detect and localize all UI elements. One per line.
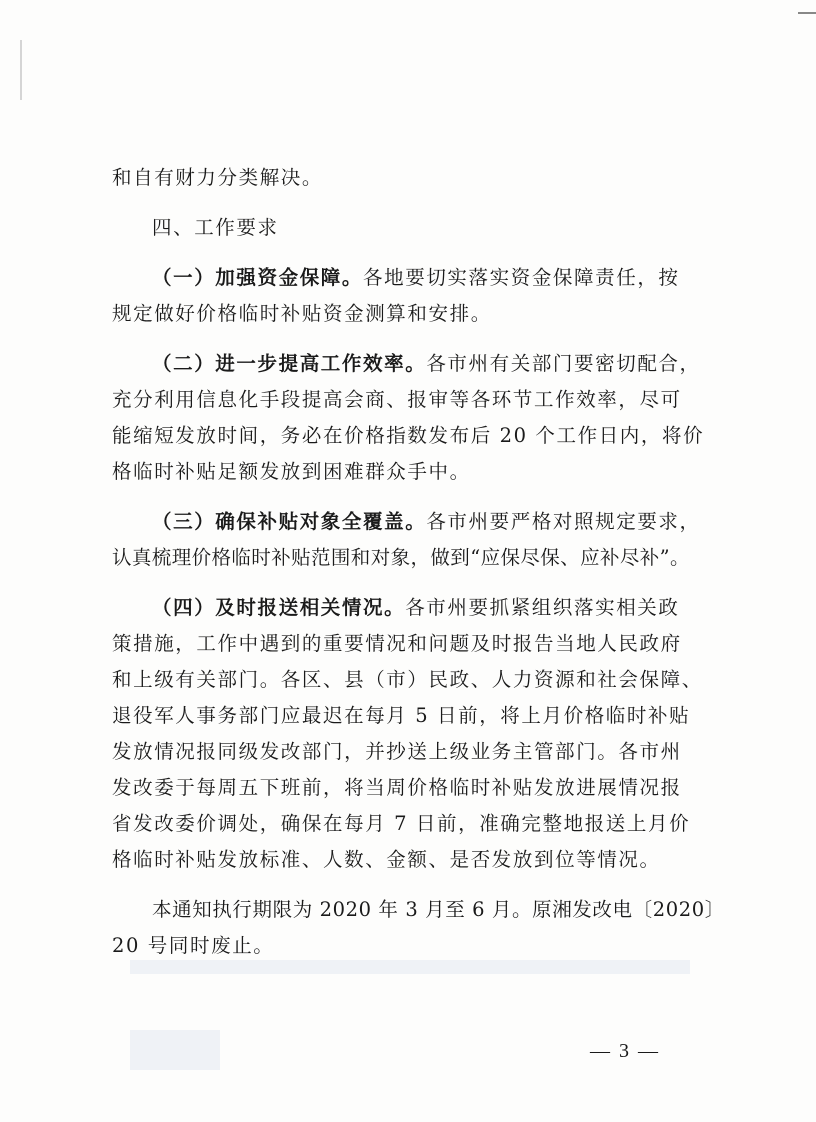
item-1-text: 各地要切实落实资金保障责任，按 <box>363 266 680 289</box>
continuation-line: 和自有财力分类解决。 <box>112 166 324 189</box>
paragraph-item-4-line: 发放情况报同级发改部门，并抄送上级业务主管部门。各市州 <box>112 740 682 763</box>
paragraph-item-2-line-1 <box>112 346 702 382</box>
paragraph-item-4-line: 和上级有关部门。各区、县（市）民政、人力资源和社会保障、 <box>112 668 703 691</box>
scan-corner-mark <box>798 0 816 14</box>
page-number: — 3 — <box>590 1040 660 1062</box>
section-heading: 四、工作要求 <box>152 216 279 239</box>
item-2-text: 各市州有关部门要密切配合， <box>426 352 701 375</box>
bleed-through-smudge <box>130 1030 220 1070</box>
paragraph-item-4-line-1 <box>112 590 702 626</box>
paragraph-item-4-line: 退役军人事务部门应最迟在每月 5 日前，将上月价格临时补贴 <box>112 704 691 727</box>
closing-line-2: 20 号同时废止。 <box>112 934 275 957</box>
item-2-lead: （二）进一步提高工作效率。 <box>152 352 427 375</box>
paragraph-item-2-line: 充分利用信息化手段提高会商、报审等各环节工作效率，尽可 <box>112 388 682 411</box>
paragraph-item-2-line: 能缩短发放时间，务必在价格指数发布后 20 个工作日内，将价 <box>112 424 705 447</box>
item-4-lead: （四）及时报送相关情况。 <box>152 596 406 619</box>
paragraph-item-4-line: 省发改委价调处，确保在每月 7 日前，准确完整地报送上月价 <box>112 812 691 835</box>
item-3-text: 各市州要严格对照规定要求， <box>426 510 701 533</box>
paragraph-item-1-line-1 <box>112 260 702 296</box>
scan-edge-mark <box>20 40 22 100</box>
item-1-lead: （一）加强资金保障。 <box>152 266 364 289</box>
closing-line-1: 本通知执行期限为 2020 年 3 月至 6 月。原湘发改电〔2020〕 <box>152 898 725 921</box>
item-4-text: 各市州要抓紧组织落实相关政 <box>405 596 680 619</box>
paragraph-item-4-line: 策措施，工作中遇到的重要情况和问题及时报告当地人民政府 <box>112 632 682 655</box>
item-3-lead: （三）确保补贴对象全覆盖。 <box>152 510 427 533</box>
paragraph-item-1-line: 规定做好价格临时补贴资金测算和安排。 <box>112 302 492 325</box>
paragraph-item-3-line: 认真梳理价格临时补贴范围和对象，做到“应保尽保、应补尽补”。 <box>112 546 690 569</box>
document-body <box>112 160 725 964</box>
paragraph-item-3-line-1 <box>112 504 702 540</box>
paragraph-item-4-line: 发改委于每周五下班前，将当周价格临时补贴发放进展情况报 <box>112 776 682 799</box>
paragraph-item-4-line: 格临时补贴发放标准、人数、金额、是否发放到位等情况。 <box>112 848 661 871</box>
paragraph-item-2-line: 格临时补贴足额发放到困难群众手中。 <box>112 460 471 483</box>
